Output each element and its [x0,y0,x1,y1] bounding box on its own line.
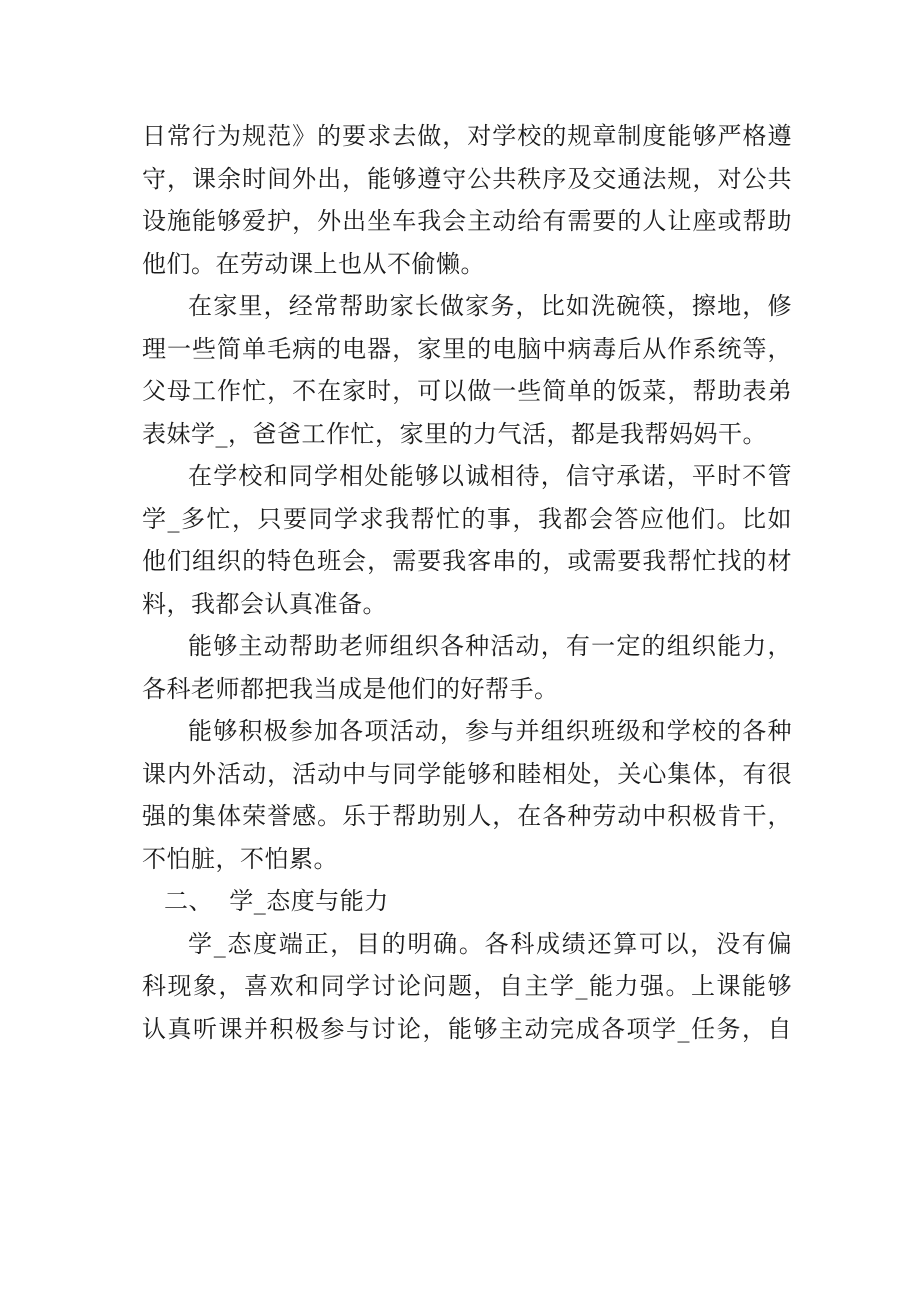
text-line: 设施能够爱护，外出坐车我会主动给有需要的人让座或帮助 [142,207,792,235]
paragraph-helping-teachers [142,625,792,710]
text-line: 各科老师都把我当成是他们的好帮手。 [142,674,559,703]
section-heading-learning-attitude [142,880,792,923]
text-line: 在家里，经常帮助家长做家务，比如洗碗筷，擦地，修 [188,292,792,320]
text-line: 学_多忙，只要同学求我帮忙的事，我都会答应他们。比如 [142,504,792,533]
paragraph-learning-attitude [142,923,792,1051]
text-line: 强的集体荣誉感。乐于帮助别人，在各种劳动中积极肯干， [142,802,792,830]
section-heading-text: 二、 学_态度与能力 [164,887,389,915]
paragraph-at-home [142,285,792,455]
paragraph-with-classmates [142,455,792,625]
text-line: 他们。在劳动课上也从不偷懒。 [142,249,485,278]
text-line: 守，课余时间外出，能够遵守公共秩序及交通法规，对公共 [142,164,792,193]
text-line: 课内外活动，活动中与同学能够和睦相处，关心集体，有很 [142,759,792,788]
text-line: 父母工作忙，不在家时，可以做一些简单的饭菜，帮助表弟 [142,377,792,405]
text-line: 学_态度端正，目的明确。各科成绩还算可以，没有偏 [188,929,792,958]
document-body [142,115,792,1050]
paragraph-behavior-rules [142,115,792,285]
text-line: 表妹学_，爸爸工作忙，家里的力气活，都是我帮妈妈干。 [142,419,767,448]
text-line: 能够积极参加各项活动，参与并组织班级和学校的各种 [188,717,792,745]
text-line: 料，我都会认真准备。 [142,589,387,618]
text-line: 科现象，喜欢和同学讨论问题，自主学_能力强。上课能够 [142,972,792,1000]
text-line: 他们组织的特色班会，需要我客串的，或需要我帮忙找的材 [142,547,792,575]
paragraph-activities [142,710,792,880]
text-line: 认真听课并积极参与讨论，能够主动完成各项学_任务，自 [142,1014,792,1043]
text-line: 能够主动帮助老师组织各种活动，有一定的组织能力， [188,632,792,660]
text-line: 不怕脏，不怕累。 [142,844,338,873]
text-line: 理一些简单毛病的电器，家里的电脑中病毒后从作系统等， [142,334,792,363]
text-line: 在学校和同学相处能够以诚相待，信守承诺，平时不管 [188,462,792,490]
text-line: 日常行为规范》的要求去做，对学校的规章制度能够严格遵 [142,122,792,150]
